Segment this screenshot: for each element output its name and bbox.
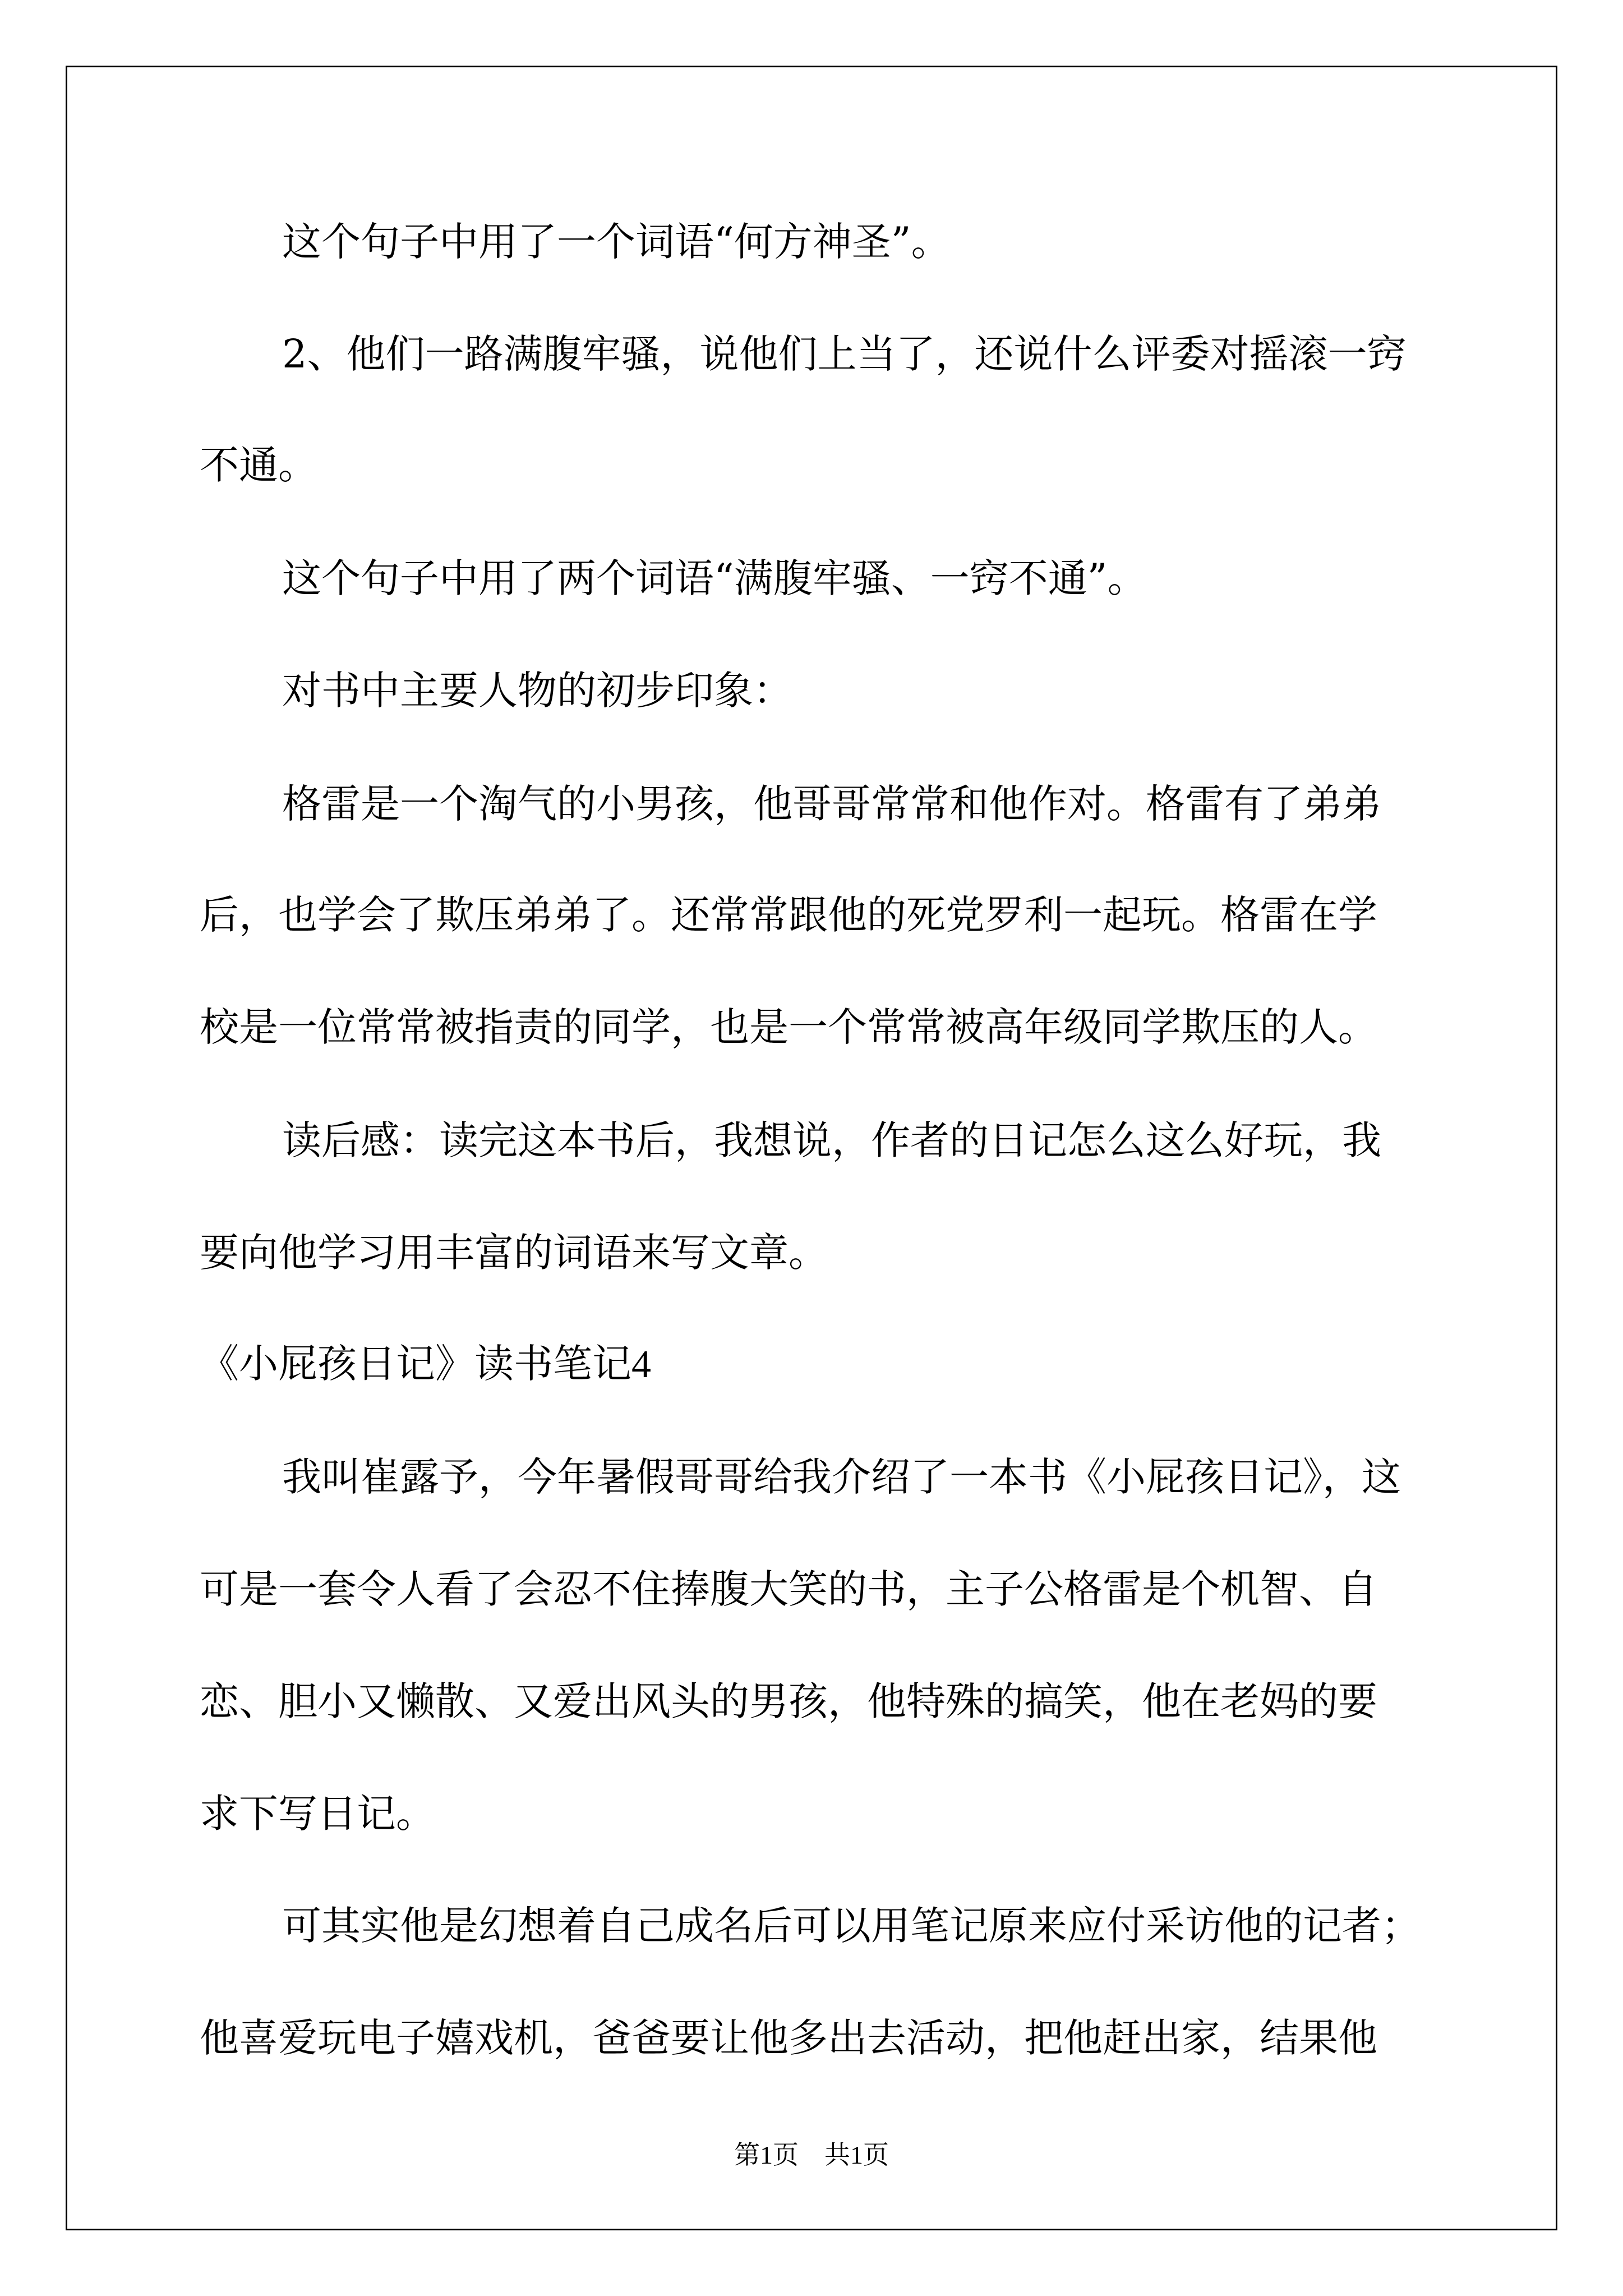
- paragraph-line: 他喜爱玩电子嬉戏机，爸爸要让他多出去活动，把他赶出家，结果他: [200, 2015, 1377, 2061]
- paragraph-line: 格雷是一个淘气的小男孩，他哥哥常常和他作对。格雷有了弟弟: [282, 781, 1381, 827]
- paragraph-line: 可其实他是幻想着自己成名后可以用笔记原来应付采访他的记者；: [282, 1903, 1421, 1949]
- paragraph-line: 我叫崔露予，今年暑假哥哥给我介绍了一本书《小屁孩日记》，这: [282, 1454, 1401, 1500]
- paragraph-line: 这个句子中用了一个词语“何方神圣”。: [282, 219, 951, 265]
- paragraph-line: 读后感：读完这本书后，我想说，作者的日记怎么这么好玩，我: [282, 1117, 1381, 1163]
- paragraph-line: 后，也学会了欺压弟弟了。还常常跟他的死党罗利一起玩。格雷在学: [200, 892, 1377, 938]
- paragraph-line: 求下写日记。: [200, 1791, 435, 1837]
- paragraph-line: 要向他学习用丰富的词语来写文章。: [200, 1230, 828, 1276]
- paragraph-line: 校是一位常常被指责的同学，也是一个常常被高年级同学欺压的人。: [200, 1004, 1377, 1050]
- paragraph-line: 可是一套令人看了会忍不住捧腹大笑的书，主子公格雷是个机智、自: [200, 1566, 1377, 1612]
- section-heading: 《小屁孩日记》读书笔记4: [200, 1343, 651, 1386]
- paragraph-line: 这个句子中用了两个词语“满腹牢骚、一窍不通”。: [282, 555, 1147, 601]
- paragraph-line: 2、他们一路满腹牢骚，说他们上当了，还说什么评委对摇滚一窍: [282, 331, 1407, 377]
- paragraph-line: 恋、胆小又懒散、又爱出风头的男孩，他特殊的搞笑，他在老妈的要: [200, 1678, 1377, 1724]
- paragraph-line: 对书中主要人物的初步印象：: [282, 668, 792, 714]
- page-footer: 第1页 共1页: [734, 2141, 889, 2169]
- paragraph-line: 不通。: [200, 442, 317, 488]
